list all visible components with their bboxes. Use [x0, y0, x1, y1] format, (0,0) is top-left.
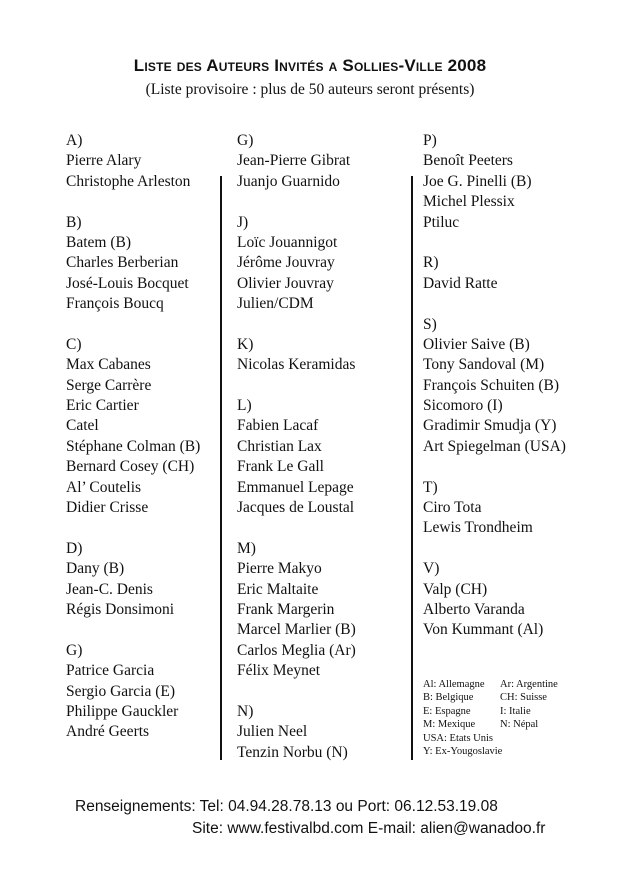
legend-row: [423, 705, 613, 718]
legend-entry: B: Belgique: [423, 692, 474, 704]
footer-contact: Renseignements: Tel: 04.94.28.78.13 ou Port: 06.12.53.19.08: [75, 798, 498, 815]
legend-entry: Al: Allemagne: [423, 679, 485, 690]
legend-row: [423, 718, 613, 731]
author-name: Eric Cartier: [66, 397, 139, 415]
author-name: Catel: [66, 417, 99, 435]
legend-row: [423, 732, 613, 745]
legend-entry: USA: Etats Unis: [423, 732, 494, 744]
author-name: Ptiluc: [423, 213, 460, 231]
letter-section: [423, 559, 613, 641]
author-name: Philippe Gauckler: [66, 702, 179, 720]
letter-section: [237, 539, 409, 682]
legend-entry: E: Espagne: [423, 705, 471, 717]
authors-column-3: [423, 131, 613, 661]
author-name: Christian Lax: [237, 437, 322, 455]
legend-entry: I: Italie: [500, 705, 531, 717]
letter-section: [423, 478, 613, 539]
author-name: Patrice Garcia: [66, 662, 155, 680]
legend-entry: Ar: Argentine: [500, 679, 558, 690]
section-letter: S): [423, 315, 437, 333]
author-name: Loïc Jouannigot: [237, 233, 338, 251]
author-name: Gradimir Smudja (Y): [423, 417, 557, 435]
author-name: Frank Margerin: [237, 600, 335, 618]
page-title: Liste des Auteurs Invités a Sollies-Ville 2008: [133, 56, 487, 75]
authors-column-1: [66, 131, 216, 763]
authors-column-2: [237, 131, 409, 784]
author-name: Christophe Arleston: [66, 172, 191, 190]
author-name: Jérôme Jouvray: [237, 254, 335, 272]
section-letter: M): [237, 539, 256, 557]
author-name: David Ratte: [423, 274, 498, 292]
letter-section: [423, 131, 613, 233]
author-name: Von Kummant (Al): [423, 621, 544, 639]
author-name: Ciro Tota: [423, 499, 482, 517]
letter-section: [423, 315, 613, 458]
author-name: Pierre Alary: [66, 152, 142, 170]
author-name: André Geerts: [66, 723, 150, 741]
author-name: Olivier Jouvray: [237, 274, 334, 292]
section-letter: V): [423, 560, 440, 578]
letter-section: [66, 131, 216, 192]
letter-section: [423, 253, 613, 294]
legend-row: [423, 745, 613, 758]
author-name: Stéphane Colman (B): [66, 437, 201, 455]
author-name: Benoît Peeters: [423, 152, 513, 170]
author-name: Bernard Cosey (CH): [66, 458, 195, 476]
author-name: Dany (B): [66, 560, 125, 578]
author-name: Max Cabanes: [66, 356, 151, 374]
section-letter: G): [66, 641, 83, 659]
letter-section: [237, 396, 409, 518]
letter-section: [237, 213, 409, 315]
author-name: Tony Sandoval (M): [423, 356, 545, 374]
author-name: Al’ Coutelis: [66, 478, 142, 496]
letter-section: [66, 213, 216, 315]
section-letter: P): [423, 132, 437, 149]
letter-section: [66, 335, 216, 519]
author-name: Alberto Varanda: [423, 600, 525, 618]
letter-section: [66, 641, 216, 743]
author-name: Pierre Makyo: [237, 560, 322, 578]
legend-entry: N: Népal: [500, 719, 539, 731]
author-name: François Schuiten (B): [423, 376, 560, 394]
country-legend: [423, 678, 613, 758]
author-name: Juanjo Guarnido: [237, 172, 340, 190]
author-name: Michel Plessix: [423, 193, 515, 211]
legend-row: [423, 691, 613, 704]
section-letter: B): [66, 213, 82, 231]
footer-web: Site: www.festivalbd.com E-mail: alien@wanadoo.fr: [192, 820, 546, 837]
author-name: Jacques de Loustal: [237, 499, 355, 517]
author-name: Nicolas Keramidas: [237, 356, 356, 374]
legend-entry: Y: Ex-Yougoslavie: [423, 745, 503, 757]
legend-entry: M: Mexique: [423, 719, 476, 731]
author-name: Félix Meynet: [237, 662, 321, 680]
section-letter: L): [237, 397, 252, 415]
section-letter: D): [66, 539, 83, 557]
author-name: Julien Neel: [237, 723, 308, 741]
letter-section: [66, 539, 216, 621]
author-name: Frank Le Gall: [237, 458, 324, 476]
author-name: Julien/CDM: [237, 295, 314, 313]
page-subtitle: (Liste provisoire : plus de 50 auteurs seront présents): [145, 81, 475, 98]
author-name: Serge Carrère: [66, 376, 152, 394]
section-letter: A): [66, 132, 83, 149]
author-name: Olivier Saive (B): [423, 335, 530, 353]
author-name: Joe G. Pinelli (B): [423, 172, 532, 190]
author-name: Marcel Marlier (B): [237, 621, 356, 639]
author-name: Emmanuel Lepage: [237, 478, 354, 496]
letter-section: [237, 131, 409, 192]
letter-section: [237, 702, 409, 763]
author-name: François Boucq: [66, 295, 164, 313]
column-divider: [220, 176, 222, 760]
author-name: Sicomoro (I): [423, 397, 503, 415]
author-name: Art Spiegelman (USA): [423, 437, 566, 455]
author-name: Didier Crisse: [66, 499, 149, 517]
author-name: Fabien Lacaf: [237, 417, 319, 435]
author-name: Lewis Trondheim: [423, 519, 533, 537]
section-letter: N): [237, 702, 254, 720]
section-letter: R): [423, 254, 439, 272]
author-name: Régis Donsimoni: [66, 600, 175, 618]
legend-row: [423, 678, 613, 691]
section-letter: K): [237, 335, 254, 353]
author-name: Tenzin Norbu (N): [237, 743, 348, 761]
author-name: Sergio Garcia (E): [66, 682, 176, 700]
section-letter: T): [423, 478, 438, 496]
section-letter: C): [66, 335, 82, 353]
letter-section: [237, 335, 409, 376]
author-name: José-Louis Bocquet: [66, 274, 189, 292]
author-name: Charles Berberian: [66, 254, 179, 272]
author-name: Valp (CH): [423, 580, 488, 598]
legend-entry: CH: Suisse: [500, 692, 547, 704]
section-letter: G): [237, 132, 254, 149]
author-name: Eric Maltaite: [237, 580, 319, 598]
section-letter: J): [237, 213, 249, 231]
author-name: Carlos Meglia (Ar): [237, 641, 356, 659]
author-name: Jean-C. Denis: [66, 580, 153, 598]
author-name: Batem (B): [66, 233, 131, 251]
column-divider: [411, 176, 413, 760]
author-name: Jean-Pierre Gibrat: [237, 152, 351, 170]
